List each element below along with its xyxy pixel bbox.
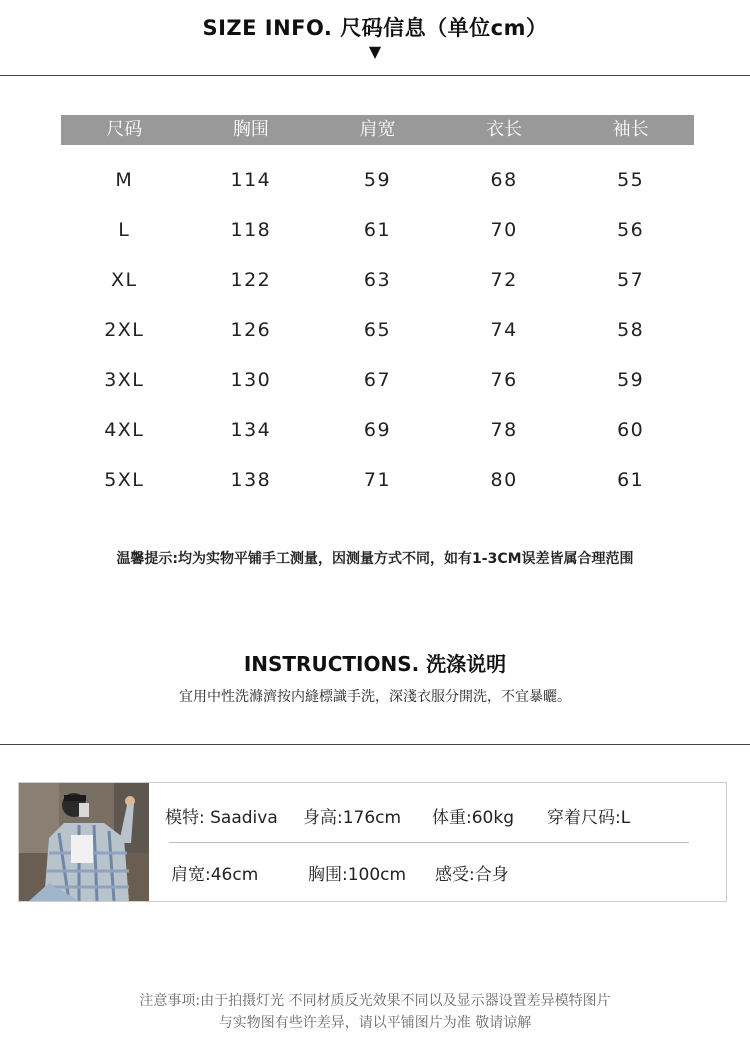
table-cell: 3XL	[104, 369, 145, 391]
table-cell: 59	[363, 169, 392, 191]
footer-note-line-1: 注意事项:由于拍摄灯光 不同材质反光效果不同以及显示器设置差异模特图片	[139, 993, 611, 1009]
size-table-body	[61, 155, 694, 505]
footer-note-line-2: 与实物图有些许差异，请以平铺图片为准 敬请谅解	[218, 1015, 532, 1031]
table-cell: 118	[230, 219, 272, 241]
model-height: 身高:176cm	[303, 808, 402, 828]
wash-instructions-text: 宜用中性洗滌濟按内縫標識手洗，深淺衣服分開洗，不宜暴曬。	[179, 689, 571, 705]
table-cell: 126	[230, 319, 272, 341]
table-cell: 74	[490, 319, 518, 341]
model-info-card	[18, 782, 727, 902]
column-header: 袖长	[612, 119, 649, 140]
table-cell: 63	[363, 269, 392, 291]
table-cell: 69	[363, 419, 392, 441]
table-row	[61, 255, 694, 305]
table-cell: 55	[617, 169, 645, 191]
table-cell: 130	[230, 369, 272, 391]
model-name: 模特: Saadiva	[165, 808, 278, 828]
table-cell: 134	[230, 419, 272, 441]
model-chest: 胸围:100cm	[308, 865, 407, 885]
divider	[0, 75, 750, 76]
table-cell: 65	[363, 319, 392, 341]
column-header: 肩宽	[359, 119, 396, 140]
table-cell: 70	[490, 219, 518, 241]
model-weight: 体重:60kg	[432, 808, 514, 828]
table-cell: 71	[363, 469, 392, 491]
table-cell: 4XL	[104, 419, 145, 441]
table-cell: L	[118, 219, 131, 241]
table-cell: 122	[230, 269, 272, 291]
table-cell: 59	[617, 369, 645, 391]
table-cell: 5XL	[104, 469, 145, 491]
table-cell: 138	[230, 469, 272, 491]
table-cell: 78	[490, 419, 518, 441]
table-row	[61, 355, 694, 405]
table-cell: 57	[617, 269, 645, 291]
table-cell: 61	[617, 469, 645, 491]
table-row	[61, 405, 694, 455]
column-header: 胸围	[232, 119, 269, 140]
table-cell: M	[115, 169, 134, 191]
table-cell: 114	[230, 169, 272, 191]
table-cell: 61	[363, 219, 392, 241]
arrow-down-icon: ▼	[368, 42, 382, 61]
table-cell: 72	[490, 269, 518, 291]
column-header: 衣长	[486, 119, 523, 140]
table-cell: 76	[490, 369, 518, 391]
model-photo	[19, 783, 149, 901]
model-shoulder: 肩宽:46cm	[171, 865, 259, 885]
table-cell: 67	[363, 369, 392, 391]
table-row	[61, 455, 694, 505]
table-cell: 80	[490, 469, 518, 491]
model-size: 穿着尺码:L	[547, 808, 631, 828]
model-details	[149, 783, 726, 901]
divider	[169, 842, 689, 843]
size-table-header	[61, 115, 694, 145]
table-row	[61, 155, 694, 205]
table-row	[61, 305, 694, 355]
table-cell: 68	[490, 169, 518, 191]
table-cell: 56	[617, 219, 645, 241]
column-header: 尺码	[106, 119, 143, 140]
table-cell: 2XL	[104, 319, 145, 341]
section-title-size-info: SIZE INFO. 尺码信息（单位cm）	[202, 16, 548, 40]
section-title-instructions: INSTRUCTIONS. 洗涤说明	[243, 652, 507, 676]
model-fit: 感受:合身	[435, 865, 509, 885]
divider	[0, 744, 750, 745]
table-cell: 58	[617, 319, 645, 341]
table-row	[61, 205, 694, 255]
table-cell: XL	[110, 269, 138, 291]
table-cell: 60	[617, 419, 645, 441]
measurement-note: 温馨提示:均为实物平铺手工测量，因测量方式不同，如有1-3CM误差皆属合理范围	[116, 551, 634, 567]
